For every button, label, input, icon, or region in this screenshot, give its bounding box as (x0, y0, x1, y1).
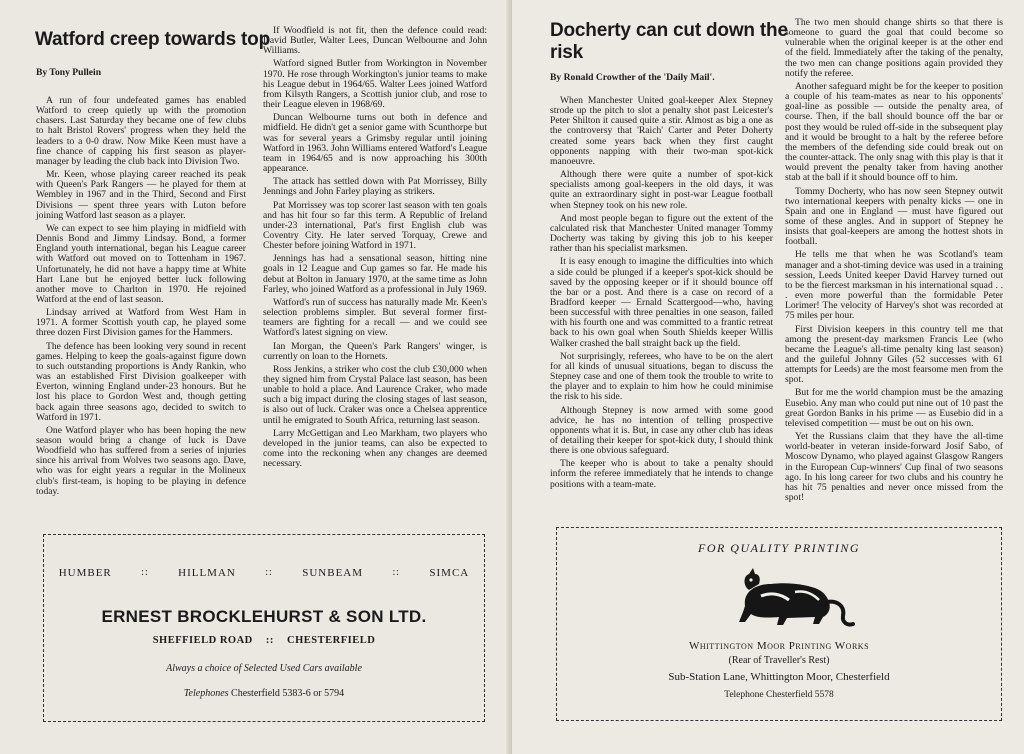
article-paragraph: Although Stepney is now armed with some good advice, he has no intention of telling prospective opponents what it is. But, in case any other club has ideas of detailing their keeper for spot-kick duty, I should think there is one obvious safeguard. (550, 404, 773, 457)
printing-note: (Rear of Traveller's Rest) (728, 655, 830, 666)
brand-hillman: HILLMAN (178, 567, 236, 579)
article-title-docherty (550, 20, 788, 64)
title-line-2: risk (550, 42, 584, 63)
article-paragraph: The keeper who is about to take a penalty should inform the referee immediately that he intends to change positions with a team-mate. (550, 458, 773, 490)
address-town: CHESTERFIELD (287, 635, 376, 646)
address-road: SHEFFIELD ROAD (152, 635, 253, 646)
article-paragraph: First Division keepers in this country tell me that among the present-day marksmen Francis Lee (who became the League's all-time penalty king last season) and the guileful Johnny Giles (52 successes with 61 attempts for Leeds) are the most fearsome men from the spot. (785, 323, 1003, 386)
brand-simca: SIMCA (429, 567, 470, 579)
article-column-left-1 (36, 96, 246, 500)
article-paragraph: If Woodfield is not fit, then the defence could read: David Butler, Walter Lees, Duncan Welbourne and John Williams. (263, 25, 487, 57)
article-paragraph: Pat Morrissey was top scorer last season with ten goals and has hit four so far this term. A Republic of Ireland under-23 international, Pat's first English club was Coventry City. He later served Torquay, Crewe and Chester before joining Watford in 1971. (263, 199, 487, 252)
article-paragraph: Lindsay arrived at Watford from West Ham in 1971. A former Scottish youth cap, he played some three dozen First Division games for the Hammers. (36, 307, 246, 339)
article-paragraph: Not surprisingly, referees, who have to be on the alert for all kinds of unusual situations, began to discuss the Stepney case and one of them took the trouble to write to the player and to explain to him how he could minimise the risk to his side. (550, 350, 773, 403)
article-paragraph: Duncan Welbourne turns out both in defence and midfield. He didn't get a senior game with Scunthorpe but was for several years a Grimsby regular until joining Watford in 1963. John Williams entered Watford's League team in 1964/65 and is now approaching his 300th appearance. (263, 112, 487, 175)
article-paragraph: When Manchester United goal-keeper Alex Stepney strode up the pitch to slot a penalty shot past Leicester's Peter Shilton it caused quite a stir. Almost as big a one as the controversy that 'Raich' Carter and Peter Doherty created some years back when they first caught opponents napping with their two-man spot-kick manoeuvre. (550, 95, 773, 167)
article-paragraph: It is easy enough to imagine the difficulties into which a side could be plunged if a keeper's spot-kick should be saved by the opposing keeper or if it should bounce off the bar or a post. And there is a case on record of a Bradford keeper — Ernald Scattergood—who, having been successful with three penalties in one season, failed with his fourth one and was committed to a frantic retreat back to his own goal when South Shields keeper Willis Walker crashed the ball straight back up the field. (550, 256, 773, 349)
car-brands (44, 567, 484, 579)
brand-separator: :: (141, 567, 149, 578)
article-paragraph: But for me the world champion must be the amazing Eusebio. Any man who could put nine out of 10 past the great Gordon Banks in his prime — as Eusebio did in a televised competition — must be out on his own. (785, 387, 1003, 429)
dealer-address (44, 635, 484, 646)
byline-crowther: By Ronald Crowther of the 'Daily Mail'. (550, 72, 715, 83)
cat-illustration-icon (727, 562, 857, 632)
printing-advert (556, 527, 1002, 721)
article-paragraph: And most people began to figure out the extent of the calculated risk that Manchester United manager Tommy Docherty was taking by giving this job to his keeper rather than his specialist marksmen. (550, 212, 773, 255)
printing-phone: Telephone Chesterfield 5578 (724, 690, 834, 700)
right-page (512, 0, 1024, 754)
article-title-watford: Watford creep towards top (35, 29, 270, 50)
article-paragraph: Jennings has had a sensational season, hitting nine goals in 12 League and Cup games so far. He made his debut at Bolton in January 1970, at the same time as John Farley, who joined Watford as a professional in July 1969. (263, 253, 487, 295)
article-paragraph: The two men should change shirts so that there is someone to guard the goal that could become so vulnerable when the original keeper is at the other end of the field. Immediately after the taking of the penalty, the two men can change positions again provided they notify the referee. (785, 17, 1003, 79)
car-dealer-advert (43, 534, 485, 722)
dealer-phone (44, 688, 484, 699)
printing-firm: Whittington Moor Printing Works (688, 640, 870, 652)
article-paragraph: A run of four undefeated games has enabled Watford to creep quietly up with the promotion chasers. Last Saturday they became one of few clubs to halt Bristol Rovers' progress when they held the leaders to a 0-0 draw. Now Mike Keen must have a fine chance of capping his first season as player-manager by leading the club back into Division Two. (36, 95, 246, 167)
brand-separator: :: (265, 567, 273, 578)
dealer-tagline: Always a choice of Selected Used Cars available (166, 663, 362, 674)
phone-numbers: Chesterfield 5383-6 or 5794 (231, 688, 345, 699)
printing-address: Sub-Station Lane, Whittington Moor, Chesterfield (668, 671, 890, 683)
brand-sunbeam: SUNBEAM (302, 567, 364, 579)
article-column-left-2 (263, 26, 487, 472)
article-paragraph: Mr. Keen, whose playing career reached its peak with Queen's Park Rangers — he played for them at Wembley in 1967 and in the Third, Second and First Divisions — spent three years with Luton before joining Watford last season as a player. (36, 169, 246, 221)
article-paragraph: We can expect to see him playing in midfield with Dennis Bond and Jimmy Lindsay. Bond, a former England youth international, began his League career with Watford out moved on to Tottenham in 1967. Unfortunately, he did not have a happy time at White Hart Lane but he enjoyed better luck following another move to Charlton in 1970. He rejoined Watford at the end of last season. (36, 222, 246, 305)
article-paragraph: Yet the Russians claim that they have the all-time world-beater in veteran inside-forward Josif Sabo, of Moscow Dynamo, who played against Glasgow Rangers in the European Cup-winners' Cup final of two seasons ago. In his long career for two clubs and his country he has hit 75 penalties and never once missed from the spot! (785, 431, 1003, 504)
article-column-right-1 (550, 96, 773, 493)
article-paragraph: Tommy Docherty, who has now seen Stepney outwit two international keepers with penalty kicks — one in Spain and one in England — must have figured out some of these angles. And in support of Stepney he insists that goal-keepers are among the hottest shots in football. (785, 185, 1003, 248)
article-column-right-2 (785, 18, 1003, 506)
article-paragraph: Another safeguard might be for the keeper to position a couple of his team-mates as near to his opponents' goal-line as possible — outside the penalty area, of course. Then, if the ball should bounce off the bar or post they would be ruled off-side in the subsequent play and it would be brought to a halt by the referee before the members of the defending side could break out on the counter-attack. The only snag with this play is that it would prevent the penalty taker from having another stab at the ball if it should bounce off to him. (785, 80, 1003, 184)
byline-pullein: By Tony Pullein (36, 67, 102, 78)
article-paragraph: Larry McGettigan and Leo Markham, two players who developed in the junior teams, can also be expected to come into the reckoning when any changes are deemed necessary. (263, 427, 487, 470)
article-paragraph: He tells me that when he was Scotland's team manager and a shot-timing device was used in a training session, Leeds United keeper David Harvey turned out to be the fiercest marksman in his international squad . . . even more powerful than the formidable Peter Lorimer! The velocity of Harvey's shot was recorded at 75 miles per hour. (785, 249, 1003, 322)
printing-headline: FOR QUALITY PRINTING (697, 541, 860, 555)
article-paragraph: The attack has settled down with Pat Morrissey, Billy Jennings and John Farley playing as strikers. (263, 176, 487, 198)
article-paragraph: Although there were quite a number of spot-kick specialists among goal-keepers in the old days, it was quite an extraordinary sight in post-war League football when Stepney took on his new role. (550, 169, 773, 211)
article-paragraph: One Watford player who has been hoping the new season would bring a change of luck is Dave Woodfield who has suffered from a series of injuries since his arrival from Wolves two seasons ago. Dave, who was for eight years a regular in the Molineux club's first-team, is hoping to be playing in defence today. (36, 424, 246, 497)
phone-label: Telephones (183, 688, 229, 699)
article-paragraph: Ian Morgan, the Queen's Park Rangers' winger, is currently on loan to the Hornets. (263, 340, 487, 362)
brand-humber: HUMBER (58, 567, 112, 579)
title-line-1: Docherty can cut down the (550, 20, 788, 41)
address-separator: :: (265, 635, 274, 646)
brand-separator: :: (392, 567, 400, 578)
article-paragraph: Ross Jenkins, a striker who cost the club £30,000 when they signed him from Crystal Palace last season, has been unable to hold a place. And Laurence Craker, who made such a big impact during the closing stages of last season, is also out of luck. Craker was once a Chelsea apprentice until he emigrated to South Africa, returning last season. (263, 363, 487, 426)
article-paragraph: Watford signed Butler from Workington in November 1970. He rose through Workington's junior teams to make his League debut in 1964/65. Walter Lees joined Watford from Kilsyth Rangers, a Scottish junior club, and rose to their League eleven in 1968/69. (263, 58, 487, 111)
article-paragraph: Watford's run of success has naturally made Mr. Keen's selection problems simpler. But several former first-teamers are fighting for a recall — and we could see Watford's latest signing on view. (263, 296, 487, 339)
dealer-name: ERNEST BROCKLEHURST & SON LTD. (101, 607, 427, 626)
article-paragraph: The defence has been looking very sound in recent games. Helping to keep the goals-against figure down to such outstanding proportions is Andy Rankin, who was an established First Division goalkeeper with Everton, winning England under-23 honours. But he lost his place to Gordon West and, though getting back again three seasons ago, decided to switch to Watford in 1971. (36, 340, 246, 423)
